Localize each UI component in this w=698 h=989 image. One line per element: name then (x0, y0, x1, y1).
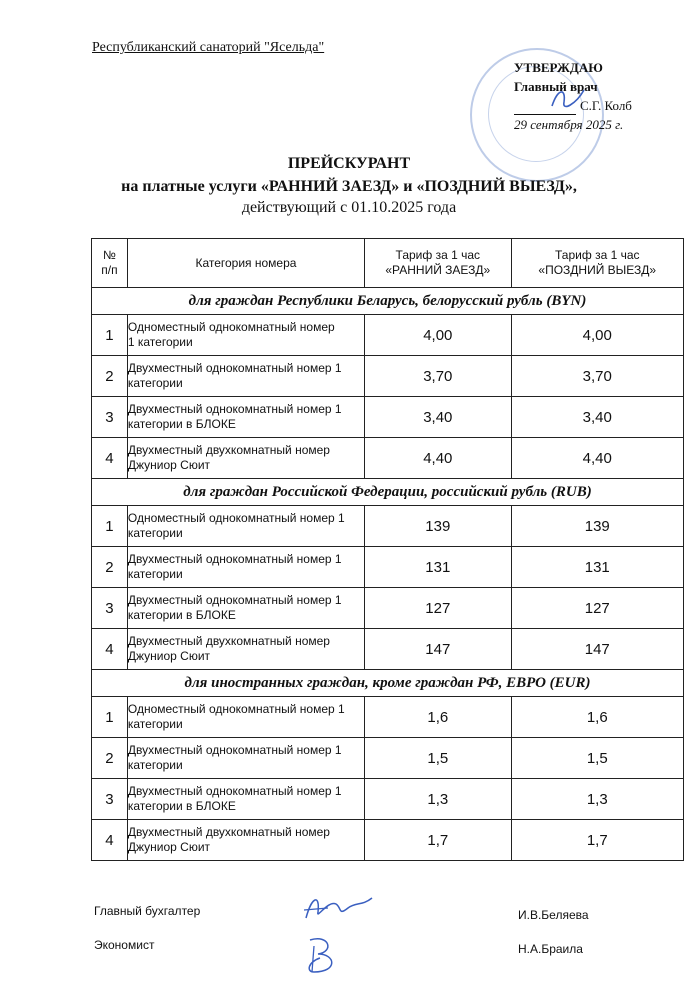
row-category (127, 506, 364, 547)
row-category (127, 438, 364, 479)
header-category: Категория номера (127, 239, 364, 288)
row-category (127, 356, 364, 397)
header-late-line2: «ПОЗДНИЙ ВЫЕЗД» (538, 263, 657, 277)
row-early-rate: 147 (365, 629, 512, 670)
row-num: 1 (92, 315, 128, 356)
row-late-rate: 3,70 (511, 356, 683, 397)
row-late-rate: 147 (511, 629, 683, 670)
row-early-rate: 3,40 (365, 397, 512, 438)
document-title: ПРЕЙСКУРАНТ (287, 155, 411, 172)
row-late-rate: 1,7 (511, 820, 683, 861)
approver-position: Главный врач (514, 79, 598, 94)
category-line: 1 категории (127, 335, 193, 349)
row-num: 2 (92, 356, 128, 397)
category-line: Джуниор Сюит (127, 840, 211, 854)
table-row (92, 629, 684, 670)
row-early-rate: 1,6 (365, 697, 512, 738)
category-line: категории в БЛОКЕ (127, 608, 236, 622)
row-category (127, 588, 364, 629)
category-line: категории (127, 526, 183, 540)
table-row (92, 506, 684, 547)
accountant-title: Главный бухгалтер (94, 904, 201, 918)
header-num-line1: № (103, 248, 116, 262)
table-row (92, 697, 684, 738)
table-row (92, 547, 684, 588)
table-row (92, 356, 684, 397)
row-early-rate: 4,40 (365, 438, 512, 479)
category-line: категории в БЛОКЕ (127, 799, 236, 813)
row-late-rate: 127 (511, 588, 683, 629)
row-late-rate: 4,40 (511, 438, 683, 479)
row-category (127, 738, 364, 779)
header-num (92, 239, 128, 288)
row-early-rate: 3,70 (365, 356, 512, 397)
category-line: Двухместный однокомнатный номер 1 (127, 552, 342, 566)
table-header-row (92, 239, 684, 288)
section-row-byn (92, 288, 684, 315)
row-category (127, 779, 364, 820)
row-late-rate: 3,40 (511, 397, 683, 438)
table-row (92, 438, 684, 479)
row-early-rate: 127 (365, 588, 512, 629)
table-row (92, 779, 684, 820)
row-num: 1 (92, 506, 128, 547)
economist-title: Экономист (94, 938, 155, 952)
category-line: Двухместный однокомнатный номер 1 (127, 784, 342, 798)
category-line: Одноместный однокомнатный номер 1 (127, 702, 345, 716)
row-category (127, 629, 364, 670)
section-row-rub (92, 479, 684, 506)
economist-signature (300, 932, 350, 978)
category-line: категории (127, 567, 183, 581)
row-num: 3 (92, 779, 128, 820)
row-num: 3 (92, 588, 128, 629)
header-early-line1: Тариф за 1 час (395, 248, 481, 262)
price-table (91, 238, 684, 861)
row-early-rate: 1,7 (365, 820, 512, 861)
category-line: Двухместный однокомнатный номер 1 (127, 593, 342, 607)
row-early-rate: 4,00 (365, 315, 512, 356)
category-line: Двухместный двухкомнатный номер (127, 825, 330, 839)
category-line: Джуниор Сюит (127, 649, 211, 663)
table-row (92, 738, 684, 779)
row-num: 3 (92, 397, 128, 438)
category-line: Двухместный двухкомнатный номер (127, 443, 330, 457)
row-num: 2 (92, 738, 128, 779)
table-row (92, 588, 684, 629)
section-row-eur (92, 670, 684, 697)
approver-name: С.Г. Колб (580, 98, 632, 113)
row-category (127, 697, 364, 738)
header-num-line2: п/п (101, 263, 118, 277)
row-early-rate: 131 (365, 547, 512, 588)
section-title: для граждан Республики Беларусь, белорусский рубль (BYN) (92, 288, 684, 315)
accountant-signature (298, 890, 378, 926)
row-num: 4 (92, 629, 128, 670)
row-category (127, 397, 364, 438)
row-late-rate: 1,3 (511, 779, 683, 820)
row-early-rate: 1,5 (365, 738, 512, 779)
category-line: Двухместный однокомнатный номер 1 (127, 743, 342, 757)
row-category (127, 547, 364, 588)
row-num: 2 (92, 547, 128, 588)
header-late-line1: Тариф за 1 час (555, 248, 640, 262)
approval-block (514, 58, 684, 134)
approval-date: 29 сентября 2025 г. (514, 117, 624, 132)
table-row (92, 315, 684, 356)
table-row (92, 397, 684, 438)
category-line: Джуниор Сюит (127, 458, 211, 472)
row-late-rate: 139 (511, 506, 683, 547)
category-line: категории (127, 758, 183, 772)
row-category (127, 820, 364, 861)
header-early (365, 239, 512, 288)
approver-signature-line (514, 96, 684, 115)
header-late (511, 239, 683, 288)
row-num: 1 (92, 697, 128, 738)
row-num: 4 (92, 820, 128, 861)
document-subtitle: на платные услуги «РАННИЙ ЗАЕЗД» и «ПОЗДНИЙ ВЫЕЗД», (121, 178, 577, 195)
row-late-rate: 1,6 (511, 697, 683, 738)
row-early-rate: 1,3 (365, 779, 512, 820)
category-line: Одноместный однокомнатный номер 1 (127, 511, 345, 525)
category-line: категории в БЛОКЕ (127, 417, 236, 431)
row-late-rate: 1,5 (511, 738, 683, 779)
economist-name: Н.А.Браила (518, 942, 583, 956)
category-line: категории (127, 717, 183, 731)
category-line: Одноместный однокомнатный номер (127, 320, 335, 334)
organization-name: Республиканский санаторий "Ясельда" (92, 40, 325, 55)
category-line: Двухместный однокомнатный номер 1 (127, 361, 342, 375)
category-line: Двухместный однокомнатный номер 1 (127, 402, 342, 416)
row-category (127, 315, 364, 356)
row-late-rate: 4,00 (511, 315, 683, 356)
accountant-name: И.В.Беляева (518, 908, 589, 922)
row-num: 4 (92, 438, 128, 479)
section-title: для граждан Российской Федерации, российский рубль (RUB) (92, 479, 684, 506)
header-early-line2: «РАННИЙ ЗАЕЗД» (385, 263, 491, 277)
approve-label: УТВЕРЖДАЮ (514, 60, 603, 75)
document-effective-date: действующий с 01.10.2025 года (241, 199, 457, 216)
table-row (92, 820, 684, 861)
section-title: для иностранных граждан, кроме граждан РФ, ЕВРО (EUR) (92, 670, 684, 697)
category-line: категории (127, 376, 183, 390)
row-early-rate: 139 (365, 506, 512, 547)
category-line: Двухместный двухкомнатный номер (127, 634, 330, 648)
director-signature (548, 84, 588, 114)
row-late-rate: 131 (511, 547, 683, 588)
